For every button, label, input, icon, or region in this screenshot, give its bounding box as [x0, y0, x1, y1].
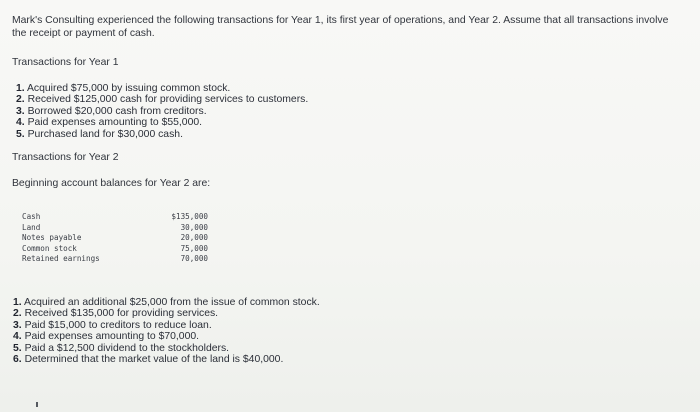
problem-intro: Mark's Consulting experienced the following transactions for Year 1, its first year of operations, and Year 2. Assume that all transactions involve the receipt or payment of cash.	[12, 15, 669, 39]
balance-amount: 70,000	[180, 254, 208, 263]
balance-row	[22, 233, 214, 244]
year1-transaction: 5. Purchased land for $30,000 cash.	[16, 128, 183, 140]
balance-account: Notes payable	[22, 233, 82, 242]
year1-transaction: 2. Received $125,000 cash for providing services to customers.	[16, 94, 309, 106]
balance-row	[22, 223, 214, 234]
year2-transactions	[13, 297, 320, 365]
year1-heading: Transactions for Year 1	[12, 57, 119, 68]
balance-row	[22, 212, 214, 223]
balance-amount: $135,000	[171, 212, 208, 221]
balance-row	[22, 244, 214, 255]
balance-row	[22, 254, 214, 265]
beginning-balances-table	[22, 212, 214, 265]
year2-heading: Transactions for Year 2	[12, 152, 119, 163]
year2-transaction: 5. Paid a $12,500 dividend to the stockholders.	[13, 342, 230, 354]
year2-transaction: 6. Determined that the market value of the land is $40,000.	[13, 354, 284, 366]
year2-transaction: 1. Acquired an additional $25,000 from the issue of common stock.	[13, 297, 320, 308]
balance-amount: 75,000	[180, 243, 208, 253]
balance-account: Cash	[22, 212, 41, 221]
year1-transaction: 3. Borrowed $20,000 cash from creditors.	[16, 105, 207, 117]
year2-transaction: 4. Paid expenses amounting to $70,000.	[13, 331, 200, 343]
balance-amount: 30,000	[180, 222, 208, 232]
year1-transaction: 4. Paid expenses amounting to $55,000.	[16, 117, 203, 129]
year1-transactions	[16, 83, 308, 140]
balance-amount: 20,000	[180, 233, 208, 242]
year2-transaction: 2. Received $135,000 for providing services.	[13, 308, 219, 320]
year2-transaction: 3. Paid $15,000 to creditors to reduce loan.	[13, 319, 212, 331]
balance-account: Land	[22, 222, 41, 232]
balances-heading: Beginning account balances for Year 2 are:	[12, 178, 211, 189]
balance-account: Retained earnings	[22, 254, 100, 263]
balance-account: Common stock	[22, 243, 77, 253]
stray-mark	[36, 402, 38, 407]
year1-transaction: 1. Acquired $75,000 by issuing common stock.	[16, 83, 231, 94]
